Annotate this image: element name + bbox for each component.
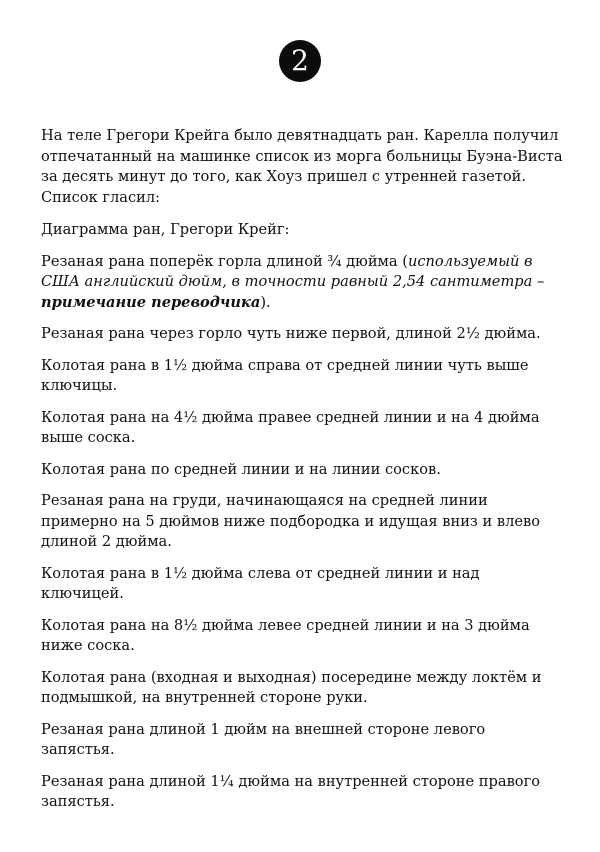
translator-note-label: примечание переводчика (41, 293, 261, 311)
wound-item-7: Колотая рана в 1½ дюйма слева от средней линии и над ключицей. (41, 564, 480, 602)
intro-paragraph: На теле Грегори Крейга было девятнадцать ран. Карелла получил отпечатанный на машинке список из морга больницы Буэна-Виста за десять минут до того, как Хоуз пришел с утренней газетой. Список гласил: (41, 127, 563, 206)
chapter-number: 2 (291, 44, 309, 77)
wound-item-2: Резаная рана через горло чуть ниже первой, длиной 2½ дюйма. (41, 325, 541, 342)
diagram-heading: Диаграмма ран, Грегори Крейг: (41, 221, 290, 238)
wound-item-1-close: ). (260, 293, 271, 311)
translator-note-text: используемый в США английский дюйм, в точности равный 2,54 сантиметра – (41, 252, 545, 290)
wound-item-1 (41, 252, 563, 314)
chapter-text (41, 126, 563, 824)
wound-item-4: Колотая рана на 4½ дюйма правее средней линии и на 4 дюйма выше соска. (41, 408, 540, 446)
wound-item-8: Колотая рана на 8½ дюйма левее средней линии и на 3 дюйма ниже соска. (41, 616, 530, 654)
wound-item-9: Колотая рана (входная и выходная) посередине между локтём и подмышкой, на внутренней стороне руки. (41, 668, 542, 706)
wound-item-3: Колотая рана в 1½ дюйма справа от средней линии чуть выше ключицы. (41, 356, 529, 394)
wound-item-6: Резаная рана на груди, начинающаяся на средней линии примерно на 5 дюймов ниже подбородка и идущая вниз и влево длиной 2 дюйма. (41, 492, 541, 550)
wound-item-10: Резаная рана длиной 1 дюйм на внешней стороне левого запястья. (41, 720, 486, 758)
wound-item-1-text: Резаная рана поперёк горла длиной ¾ дюйма ( (41, 252, 408, 270)
wound-item-5: Колотая рана по средней линии и на линии сосков. (41, 460, 441, 478)
wound-item-11: Резаная рана длиной 1¼ дюйма на внутренней стороне правого запястья. (41, 772, 541, 810)
chapter-number-badge (279, 40, 321, 82)
